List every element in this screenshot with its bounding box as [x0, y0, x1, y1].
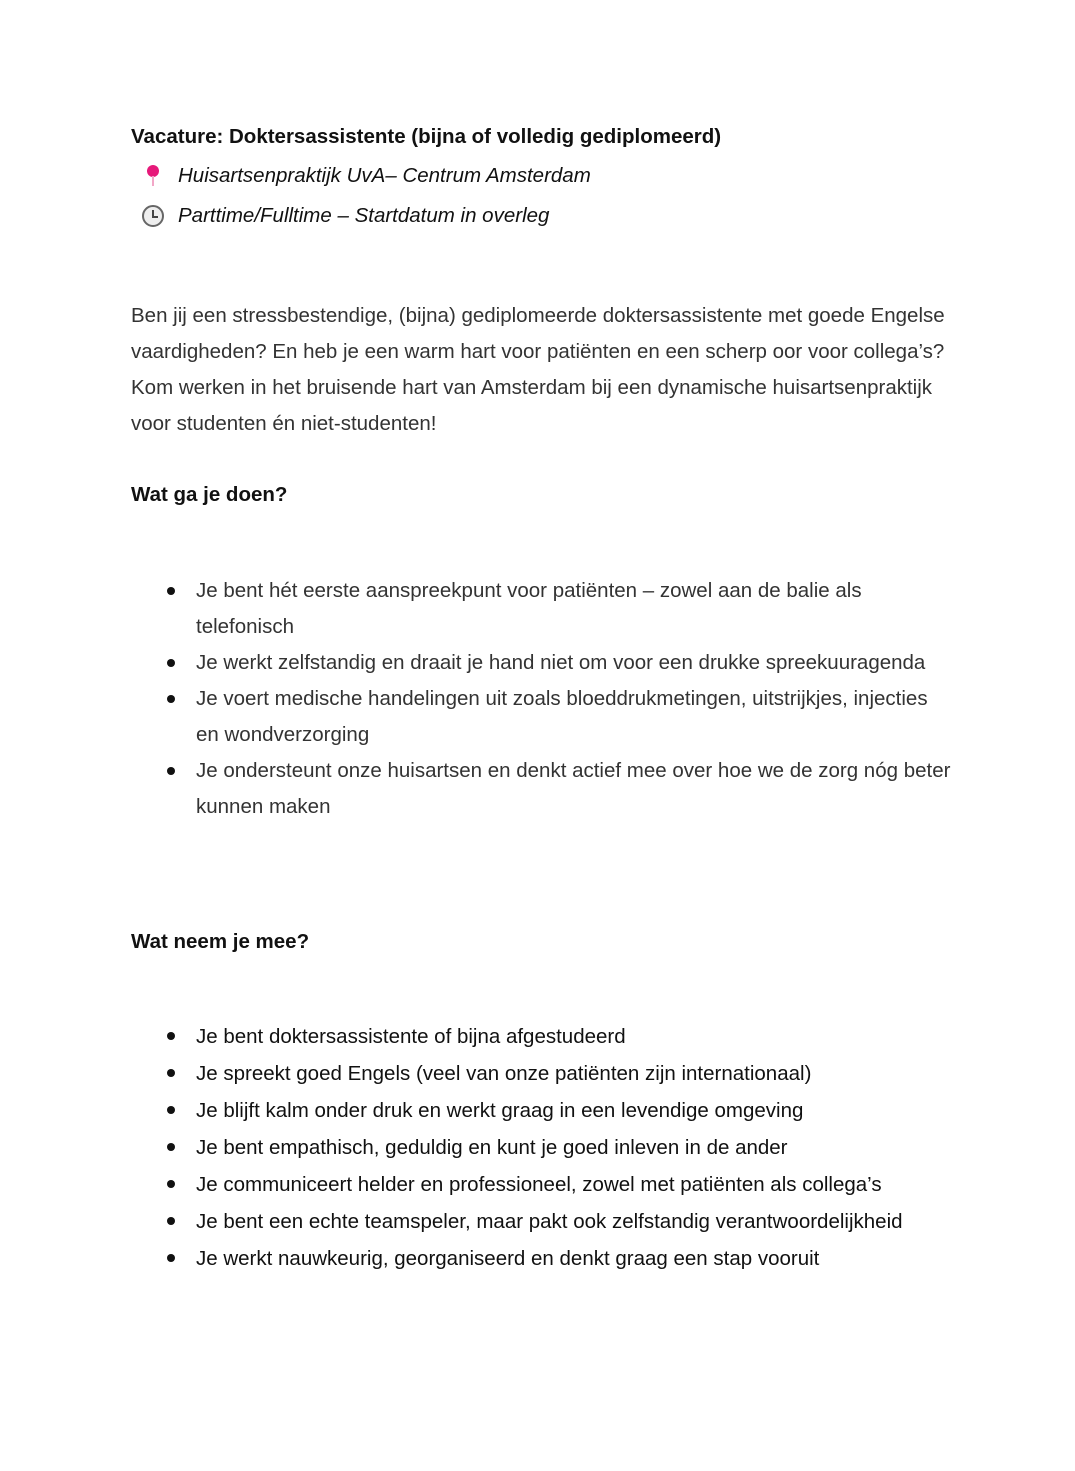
- list-item: Je bent een echte teamspeler, maar pakt ook zelfstandig verantwoordelijkheid: [131, 1203, 951, 1240]
- list-item: Je blijft kalm onder druk en werkt graag in een levendige omgeving: [131, 1092, 951, 1129]
- list-item: Je ondersteunt onze huisartsen en denkt actief mee over hoe we de zorg nóg beter kunnen maken: [131, 753, 951, 825]
- requirements-list: [131, 1018, 951, 1277]
- schedule-line: [142, 204, 549, 228]
- tasks-list: [131, 573, 951, 825]
- list-item: Je werkt zelfstandig en draait je hand niet om voor een drukke spreekuuragenda: [131, 645, 951, 681]
- requirements-heading: Wat neem je mee?: [131, 930, 310, 953]
- clock-icon: [142, 205, 164, 227]
- location-text: Huisartsenpraktijk UvA– Centrum Amsterdam: [178, 164, 591, 187]
- location-line: [142, 164, 591, 188]
- list-item: Je spreekt goed Engels (veel van onze patiënten zijn internationaal): [131, 1055, 951, 1092]
- list-item: Je communiceert helder en professioneel, zowel met patiënten als collega’s: [131, 1166, 951, 1203]
- list-item: Je bent doktersassistente of bijna afgestudeerd: [131, 1018, 951, 1055]
- list-item: Je bent hét eerste aanspreekpunt voor patiënten – zowel aan de balie als telefonisch: [131, 573, 951, 645]
- list-item: Je bent empathisch, geduldig en kunt je goed inleven in de ander: [131, 1129, 951, 1166]
- tasks-heading: Wat ga je doen?: [131, 483, 288, 506]
- list-item: Je voert medische handelingen uit zoals bloeddrukmetingen, uitstrijkjes, injecties en wondverzorging: [131, 681, 951, 753]
- schedule-text: Parttime/Fulltime – Startdatum in overleg: [178, 204, 550, 227]
- pin-icon: [142, 165, 164, 187]
- intro-paragraph: Ben jij een stressbestendige, (bijna) gediplomeerde doktersassistente met goede Engelse vaardigheden? En heb je een warm hart voor patiënten en een scherp oor voor collega’s? Kom werken in het bruisende hart van Amsterdam bij een dynamische huisartsenpraktijk voor studenten én niet-studenten!: [131, 304, 945, 435]
- job-title: Vacature: Doktersassistente (bijna of volledig gediplomeerd): [131, 125, 722, 148]
- list-item: Je werkt nauwkeurig, georganiseerd en denkt graag een stap vooruit: [131, 1240, 951, 1277]
